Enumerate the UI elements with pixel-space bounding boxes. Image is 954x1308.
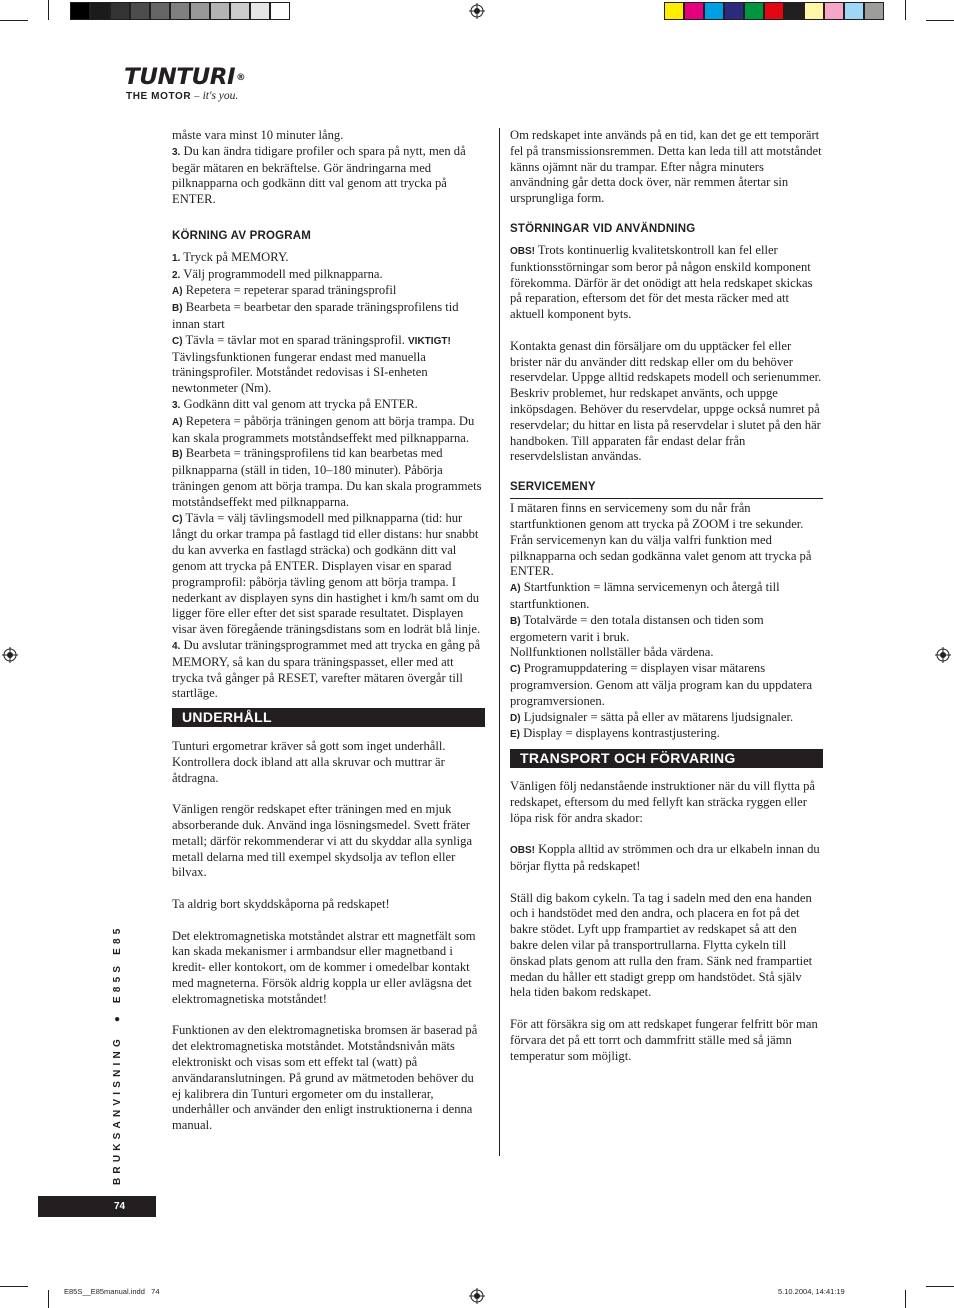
crop-mark [905, 0, 906, 20]
color-swatch [684, 2, 704, 20]
color-swatch [864, 2, 884, 20]
color-swatch [724, 2, 744, 20]
service-menu-item: D) Ljudsignaler = sätta på eller av mätarens ljudsignaler. [510, 709, 794, 724]
footer-file-name: E85S__E85manual.indd 74 [64, 1287, 160, 1296]
crop-mark [0, 1286, 28, 1287]
color-swatch [130, 2, 150, 20]
section-heading-underhall: UNDERHÅLL [172, 708, 485, 727]
section-heading-transport: TRANSPORT OCH FÖRVARING [510, 749, 823, 768]
color-swatch [190, 2, 210, 20]
logo-wordmark: TUNTURI® [124, 65, 246, 90]
paragraph: Funktionen av den elektromagnetiska bromsen är baserad på det elektromagnetiska motståndet. Motståndsnivån mäts elektroniskt och visas som ett effekt tal (watt) på användaranslutningen. På grund av mätmetoden behöver du ej kalibrera din Tunturi ergometer om du installerar, underhåller och använder den enligt instruktionerna i denna manual. [172, 1023, 478, 1133]
paragraph: C) Tävla = tävlar mot en sparad träningsprofil. VIKTIGT! Tävlingsfunktionen fungerar endast med manuella träningsprofiler. Motståndet redovisas i SI-enheten newtonmeter (Nm). [172, 332, 451, 396]
program-steps-continued [172, 397, 485, 702]
program-steps [172, 250, 485, 333]
page-number-box [38, 1196, 156, 1217]
paragraph: Ställ dig bakom cykeln. Ta tag i sadeln med den ena handen och i handstödet med den andra, och placera en fot på det bakre stödet. Lyft upp frampartiet av redskapet så att den bakre delen vilar på transportrullarna. Flytta cykeln till önskad plats genom att rulla den fram. Sänk ned frampartiet medan du håller ett stadigt grepp om handstödet. Stå själv hela tiden bakom redskapet. [510, 890, 813, 1000]
paragraph: OBS! Koppla alltid av strömmen och dra ur elkabeln innan du börjar flytta på redskapet! [510, 842, 820, 874]
color-swatch [744, 2, 764, 20]
program-step: 3. Godkänn ditt val genom att trycka på ENTER. [172, 396, 418, 411]
crop-mark [48, 0, 49, 20]
page-number: 74 [114, 1201, 126, 1212]
color-swatch [90, 2, 110, 20]
color-swatch [210, 2, 230, 20]
paragraph: 3. Du kan ändra tidigare profiler och spara på nytt, men då begär mätaren en bekräftelse. Gör ändringarna med pilknapparna och godkänn ditt val genom att trycka på ENTER. [172, 143, 466, 207]
section-heading-servicemeny: SERVICEMENY [510, 480, 823, 499]
paragraph: måste vara minst 10 minuter lång. [172, 128, 344, 142]
program-step: 4. Du avslutar träningsprogrammet med att trycka en gång på MEMORY, så kan du spara träningspasset, eller med att trycka två gånger på RESET, varefter mätaren övergår till startläge. [172, 637, 481, 701]
color-swatch [844, 2, 864, 20]
logo-tagline: THE MOTOR – it's you. [126, 90, 239, 102]
program-step: B) Bearbeta = träningsprofilens tid kan bearbetas med pilknapparna (ställ in tiden, 10–180 minuter). Påbörja träningen genom att börja trampa. Du kan skala programmets motståndseffekt med pilknapparna. [172, 446, 482, 509]
registration-mark-icon [469, 3, 485, 19]
program-step: 1. Tryck på MEMORY. [172, 249, 289, 264]
paragraph: Vänligen följ nedanstående instruktioner när du vill flytta på redskapet, eftersom du med fellyft kan sträcka ryggen eller löpa risk för andra skador: [510, 779, 815, 825]
crop-mark [48, 1290, 49, 1308]
service-menu-item: B) Totalvärde = den totala distansen och tiden som ergometern varit i bruk. [510, 612, 764, 644]
paragraph: Tunturi ergometrar kräver så gott som inget underhåll. Kontrollera dock ibland att alla skruvar och muttrar är åtdragna. [172, 739, 446, 785]
paragraph: Ta aldrig bort skyddskåporna på redskapet! [172, 897, 390, 912]
color-swatch [824, 2, 844, 20]
program-step: B) Bearbeta = bearbetar den sparade träningsprofilens tid innan start [172, 300, 459, 331]
color-swatch [804, 2, 824, 20]
paragraph: Det elektromagnetiska motståndet alstrar ett magnetfält som kan skada mekanismer i armbandsur eller magnetband i kredit- eller kontokort, om de kommer i omedelbar kontakt med magneterna. Försök aldrig koppla ur eller avlägsna det elektromagnetiska motståndet! [172, 928, 476, 1006]
crop-mark [905, 1290, 906, 1308]
right-column [510, 128, 823, 1064]
color-swatch [704, 2, 724, 20]
paragraph: I mätaren finns en servicemeny som du når från startfunktionen genom att trycka på ZOOM i tre sekunder. Från servicemenyn kan du välja valfri funktion med pilknapparna och sedan godkänna valet genom att trycka på ENTER. [510, 501, 812, 579]
color-swatch [170, 2, 190, 20]
program-step: 2. Välj programmodell med pilknapparna. [172, 266, 383, 281]
color-swatch [70, 2, 90, 20]
paragraph: Kontakta genast din försäljare om du upptäcker fel eller brister när du använder ditt redskap eller om du behöver reservdelar. Uppge alltid redskapets modell och serienummer. Beskriv problemet, hur redskapet använts, och uppge inköpsdagen. Behöver du reservdelar, uppge också numret på reservdelar; du hittar en lista på reservdelar i slutet på den här handboken. Till apparaten får endast delar från reservdelslistan användas. [510, 338, 822, 464]
paragraph: För att försäkra sig om att redskapet fungerar felfritt bör man förvara det på ett torrt och dammfritt ställe med så jämn temperatur som möjligt. [510, 1017, 818, 1063]
service-menu-item: A) Startfunktion = lämna servicemenyn och återgå till startfunktionen. [510, 580, 780, 611]
color-swatch [664, 2, 684, 20]
paragraph: Vänligen rengör redskapet efter träningen med en mjuk absorberande duk. Använd inga lösningsmedel. Svett fräter metall; därför rekommenderar vi att du skyddar alla synliga metall delarna med till exempel skydsolja av teflon eller bilvax. [172, 802, 473, 880]
registration-mark-icon [2, 647, 18, 663]
color-swatch [764, 2, 784, 20]
program-step: A) Repetera = påbörja träningen genom att börja trampa. Du kan skala programmets motståndseffekt med pilknapparna. [172, 413, 475, 445]
registration-mark-icon [935, 647, 951, 663]
paragraph: Om redskapet inte används på en tid, kan det ge ett temporärt fel på transmissionsremmen. Detta kan leda till att motståndet känns ojämnt när du trampar. Efter några minuters användning går detta dock över, när remmen återtar sin ursprungliga form. [510, 128, 822, 206]
section-heading-program: KÖRNING AV PROGRAM [172, 229, 312, 242]
color-swatch [150, 2, 170, 20]
service-menu-item: C) Programuppdatering = displayen visar mätarens programversion. Genom att välja program kan du uppdatera programversionen. [510, 661, 813, 708]
crop-mark [926, 1286, 954, 1287]
service-menu-item: E) Display = displayens kontrastjustering. [510, 726, 720, 741]
maintenance-paragraphs [172, 739, 485, 1134]
color-swatch [270, 2, 290, 20]
color-swatch [250, 2, 270, 20]
program-step: C) Tävla = välj tävlingsmodell med pilknapparna (tid: hur långt du orkar trampa på fastlagd tid eller distans: hur snabbt du kan avverka en fastlagd sträcka) och godkänn ditt val genom att trycka på ENTER. Displayen visar en sparad programprofil: påbörja tävling genom att börja trampa. I nederkant av displayen syns din hastighet i km/h samt om du ligger före eller efter det sist sparade resultatet. Displayen visar även föregående träningsdistans som en lodrät blå linje. [172, 510, 481, 637]
column-divider [499, 128, 500, 1156]
footer-timestamp: 5.10.2004, 14:41:19 [778, 1287, 845, 1296]
crop-mark [926, 20, 954, 21]
color-swatch [784, 2, 804, 20]
paragraph: OBS! Trots kontinuerlig kvalitetskontroll kan fel eller funktionsstörningar som beror på någon enskild komponent förekomma. Därför är det onödigt att hela redskapet skickas på reparation, eftersom det för det mesta räcker med att aktuell komponent byts. [510, 242, 813, 322]
side-running-title: BRUKSANVISNING ● E85S E85 [112, 924, 123, 1185]
service-menu-items [510, 580, 823, 743]
color-swatch [230, 2, 250, 20]
registration-mark-icon [469, 1288, 485, 1304]
section-heading-storningar: STÖRNINGAR VID ANVÄNDNING [510, 222, 696, 235]
crop-mark [0, 20, 28, 21]
brand-logo [124, 66, 304, 106]
color-swatch [110, 2, 130, 20]
paragraph: Nollfunktionen nollställer båda värdena. [510, 645, 714, 660]
program-step: A) Repetera = repeterar sparad träningsprofil [172, 283, 397, 298]
left-column [172, 128, 485, 1134]
